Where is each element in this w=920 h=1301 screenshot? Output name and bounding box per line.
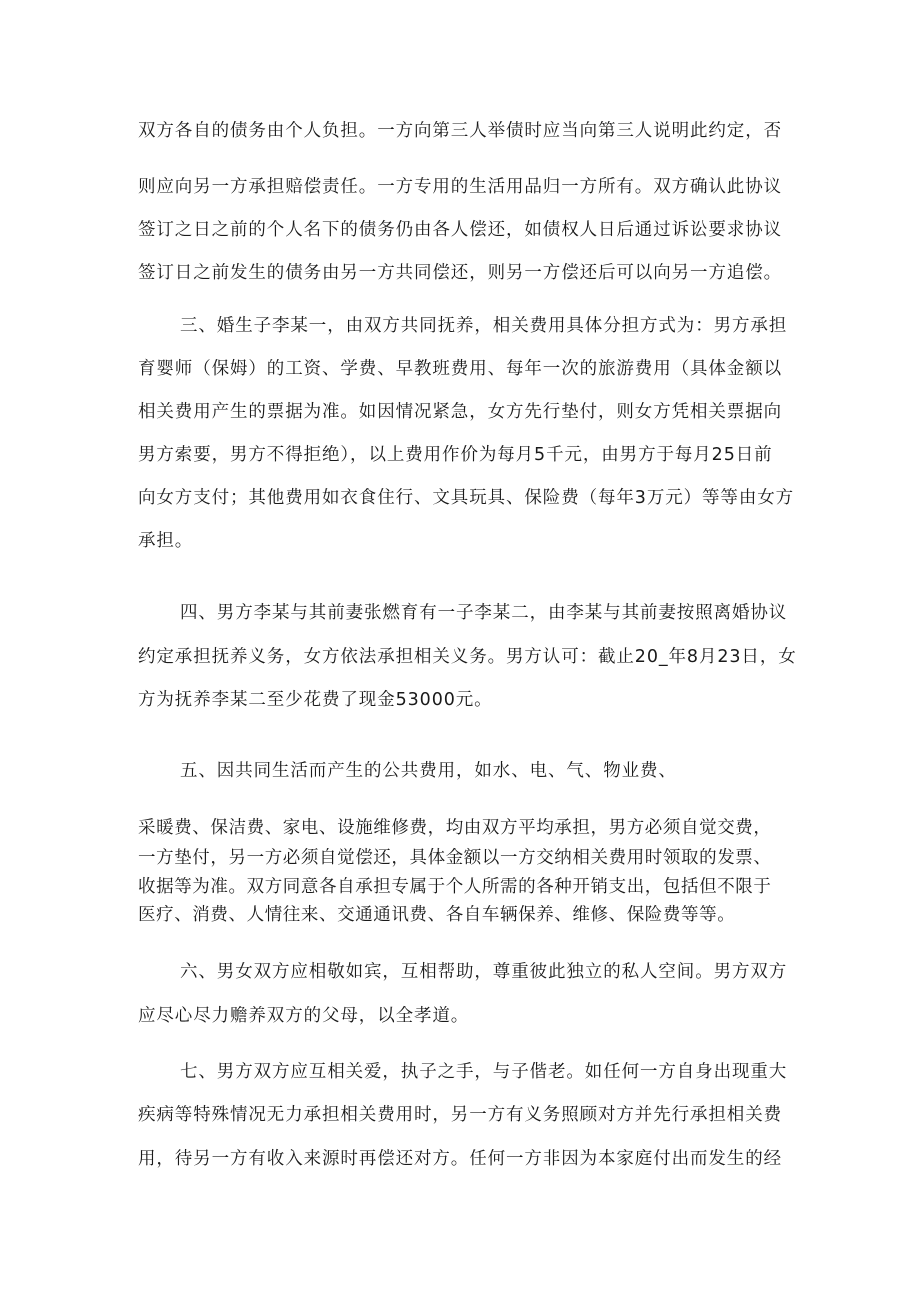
text-line: 收据等为准。双方同意各自承担专属于个人所需的各种开销支出，包括但不限于 bbox=[138, 877, 772, 897]
text-line: 签订之日之前的个人名下的债务仍由各人偿还，如债权人日后通过诉讼要求协议 bbox=[138, 220, 782, 240]
clause-5-heading-line: 五、因共同生活而产生的公共费用，如水、电、气、物业费、 bbox=[180, 761, 677, 781]
text-line: 相关费用产生的票据为准。如因情况紧急，女方先行垫付，则女方凭相关票据向 bbox=[138, 402, 782, 422]
text-line: 承担。 bbox=[138, 531, 194, 551]
text-line: 采暖费、保洁费、家电、设施维修费，均由双方平均承担，男方必须自觉交费， bbox=[138, 818, 772, 838]
clause-4-heading-line: 四、男方李某与其前妻张燃育有一子李某二，由李某与其前妻按照离婚协议 bbox=[180, 603, 788, 623]
clause-3-heading-line: 三、婚生子李某一，由双方共同抚养，相关费用具体分担方式为：男方承担 bbox=[180, 316, 788, 336]
text-line: 双方各自的债务由个人负担。一方向第三人举债时应当向第三人说明此约定，否 bbox=[138, 121, 782, 141]
clause-6-heading-line: 六、男女双方应相敬如宾，互相帮助，尊重彼此独立的私人空间。男方双方 bbox=[180, 962, 788, 982]
text-line: 育婴师（保姆）的工资、学费、早教班费用、每年一次的旅游费用（具体金额以 bbox=[138, 359, 782, 379]
text-line: 向女方支付；其他费用如衣食住行、文具玩具、保险费（每年3万元）等等由女方 bbox=[138, 488, 795, 508]
text-line: 签订日之前发生的债务由另一方共同偿还，则另一方偿还后可以向另一方追偿。 bbox=[138, 263, 782, 283]
text-line: 应尽心尽力赡养双方的父母，以全孝道。 bbox=[138, 1006, 470, 1026]
text-line: 疾病等特殊情况无力承担相关费用时，另一方有义务照顾对方并先行承担相关费 bbox=[138, 1105, 782, 1125]
text-line: 用，待另一方有收入来源时再偿还对方。任何一方非因为本家庭付出而发生的经 bbox=[138, 1149, 782, 1169]
text-line: 男方索要，男方不得拒绝），以上费用作价为每月5千元，由男方于每月25日前 bbox=[138, 445, 773, 465]
text-line: 方为抚养李某二至少花费了现金53000元。 bbox=[138, 690, 493, 710]
text-line: 一方垫付，另一方必须自觉偿还，具体金额以一方交纳相关费用时领取的发票、 bbox=[138, 848, 772, 868]
text-line: 医疗、消费、人情往来、交通通讯费、各自车辆保养、维修、保险费等等。 bbox=[138, 905, 736, 925]
text-line: 则应向另一方承担赔偿责任。一方专用的生活用品归一方所有。双方确认此协议 bbox=[138, 177, 782, 197]
text-line: 约定承担抚养义务，女方依法承担相关义务。男方认可：截止20_年8月23日，女 bbox=[138, 647, 797, 667]
clause-7-heading-line: 七、男方双方应互相关爱，执子之手，与子偕老。如任何一方自身出现重大 bbox=[180, 1062, 788, 1082]
